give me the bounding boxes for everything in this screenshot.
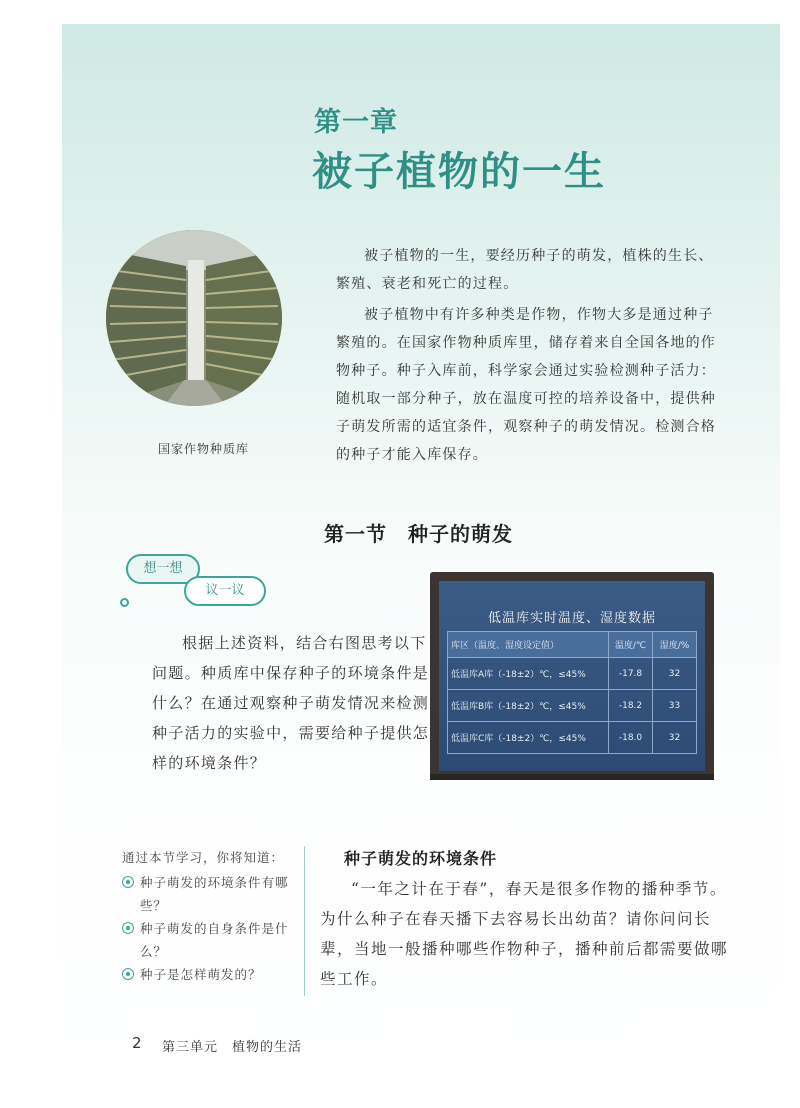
- table-header-cell: 温度/℃: [609, 632, 653, 658]
- target-bullet-icon: [122, 876, 134, 888]
- table-cell: 低温库B库（-18±2）℃，≤45%: [448, 690, 609, 722]
- seed-bank-illustration: [106, 230, 282, 406]
- think-question: [152, 628, 436, 778]
- subsection-body: [320, 874, 730, 994]
- table-cell: 低温库C库（-18±2）℃，≤45%: [448, 722, 609, 754]
- learning-goal-item: [122, 917, 304, 963]
- table-row: [448, 658, 697, 690]
- learning-goal-text: 种子萌发的自身条件是什么？: [140, 921, 289, 959]
- page-number: 2: [132, 1034, 142, 1052]
- chapter-title: 被子植物的一生: [312, 149, 606, 195]
- table-cell: -18.2: [609, 690, 653, 722]
- target-bullet-icon: [122, 968, 134, 980]
- running-footer: 第三单元 植物的生活: [162, 1040, 303, 1055]
- table-cell: 33: [653, 690, 697, 722]
- subsection-title: 种子萌发的环境条件: [344, 849, 498, 868]
- learning-goal-text: 种子是怎样萌发的？: [140, 967, 262, 982]
- table-header-cell: 库区（温度、湿度设定值）: [448, 632, 609, 658]
- subsection-text: “一年之计在于春”，春天是很多作物的播种季节。为什么种子在春天播下去容易长出幼苗？请你问问长辈，当地一般播种哪些作物种子，播种前后都需要做哪些工作。: [320, 880, 729, 988]
- think-label: 想一想: [126, 554, 200, 584]
- target-bullet-icon: [122, 922, 134, 934]
- table-row: [448, 722, 697, 754]
- intro-paragraph: 被子植物中有许多种类是作物，作物大多是通过种子繁殖的。在国家作物种质库里，储存着来自全国各地的作物种子。种子入库前，科学家会通过实验检测种子活力：随机取一部分种子，放在温度可控的培养设备中，提供种子萌发所需的适宜条件，观察种子的萌发情况。检测合格的种子才能入库保存。: [336, 307, 716, 463]
- think-discuss-badge: [126, 554, 266, 616]
- monitor-photo: [430, 572, 714, 780]
- photo-caption: 国家作物种质库: [158, 442, 250, 456]
- learning-goal-item: [122, 871, 304, 917]
- table-cell: -18.0: [609, 722, 653, 754]
- section-title: 第一节 种子的萌发: [324, 522, 513, 546]
- learning-goals-heading: 通过本节学习，你将知道：: [122, 850, 285, 865]
- table-cell: 32: [653, 658, 697, 690]
- monitor-bezel: [430, 774, 714, 780]
- question-text: 根据上述资料，结合右图思考以下问题。种质库中保存种子的环境条件是什么？在通过观察种子萌发情况来检测种子活力的实验中，需要给种子提供怎样的环境条件？: [152, 634, 430, 772]
- screen-data-table: [447, 631, 697, 754]
- chapter-number: 第一章: [314, 107, 398, 138]
- table-row: [448, 690, 697, 722]
- table-cell: 低温库A库（-18±2）℃，≤45%: [448, 658, 609, 690]
- seed-bank-photo: [106, 230, 282, 406]
- intro-text: [336, 242, 726, 472]
- table-header-row: [448, 632, 697, 658]
- intro-paragraph: 被子植物的一生，要经历种子的萌发，植株的生长、繁殖、衰老和死亡的过程。: [336, 248, 714, 292]
- screen-title: 低温库实时温度、湿度数据: [487, 611, 656, 626]
- learning-goal-text: 种子萌发的环境条件有哪些？: [140, 875, 289, 913]
- learning-goal-item: [122, 963, 304, 986]
- bubble-dot-icon: [120, 598, 129, 607]
- discuss-label: 议一议: [184, 576, 266, 606]
- textbook-page: [62, 24, 780, 1086]
- table-header-cell: 湿度/%: [653, 632, 697, 658]
- table-cell: 32: [653, 722, 697, 754]
- table-cell: -17.8: [609, 658, 653, 690]
- learning-goals: [122, 846, 304, 986]
- monitor-screen: [439, 581, 705, 771]
- divider: [304, 846, 305, 996]
